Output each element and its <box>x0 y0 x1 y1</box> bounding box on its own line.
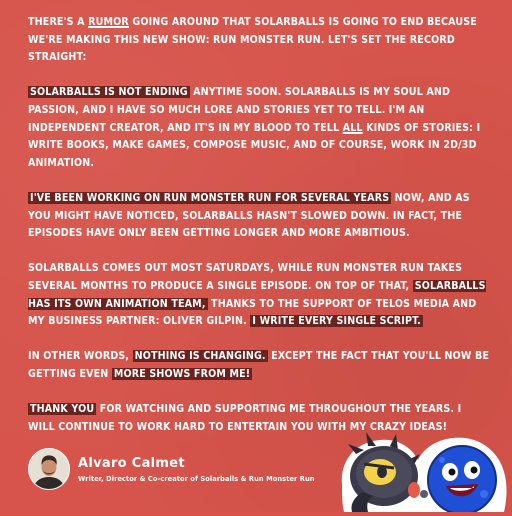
mascot-characters <box>334 424 512 512</box>
blue-ball-character-icon <box>428 446 496 512</box>
highlighted-text: THANK YOU <box>30 403 95 416</box>
paragraph: THANK YOU FOR WATCHING AND SUPPORTING ME THROUGHOUT THE YEARS. I WILL CONTINUE TO WORK HARD TO ENTERTAIN YOU WITH MY CRAZY IDEAS! <box>28 403 462 433</box>
highlighted-text: MORE SHOWS FROM ME! <box>113 367 251 380</box>
underlined-text: ALL <box>342 121 363 134</box>
author-role: Writer, Director & Co-creator of Solarballs & Run Monster Run <box>78 475 315 483</box>
author-signature <box>28 448 348 492</box>
highlighted-text: NOTHING IS CHANGING. <box>134 350 266 363</box>
paragraph: THERE'S A RUMOR GOING AROUND THAT SOLARBALLS IS GOING TO END BECAUSE WE'RE MAKING THIS NEW SHOW: RUN MONSTER RUN. LET'S SET THE RECORD STRAIGHT: <box>28 16 477 64</box>
highlighted-text: I WRITE EVERY SINGLE SCRIPT. <box>252 315 421 328</box>
highlighted-text: SOLARBALLS HAS ITS OWN ANIMATION TEAM, <box>28 279 486 310</box>
statement-text <box>28 14 490 454</box>
paragraph: I'VE BEEN WORKING ON RUN MONSTER RUN FOR SEVERAL YEARS NOW, AND AS YOU MIGHT HAVE NOTICED, SOLARBALLS HASN'T SLOWED DOWN. IN FACT, THE EPISODES HAVE ONLY BEEN GETTING LONGER AND MORE AMBITIOUS. <box>28 191 470 240</box>
paragraph: SOLARBALLS COMES OUT MOST SATURDAYS, WHILE RUN MONSTER RUN TAKES SEVERAL MONTHS TO PRODUCE A SINGLE EPISODE. ON TOP OF THAT, SOLARBALLS HAS ITS OWN ANIMATION TEAM, THANKS TO THE SUPPORT OF TELOS MEDIA AND MY BUSINESS PARTNER: OLIVER GILPIN. I WRITE EVERY SINGLE SCRIPT. <box>28 262 486 328</box>
author-name: Alvaro Calmet <box>78 456 185 471</box>
paragraph: SOLARBALLS IS NOT ENDING ANYTIME SOON. SOLARBALLS IS MY SOUL AND PASSION, AND I HAVE SO MUCH LORE AND STORIES YET TO TELL. I'M AN INDEPENDENT CREATOR, AND IT'S IN MY BLOOD TO TELL ALL KINDS OF STORIES: I WRITE BOOKS, MAKE GAMES, COMPOSE MUSIC, AND OF COURSE, WORK IN 2D/3D ANIMATION. <box>28 86 481 169</box>
highlighted-text: I'VE BEEN WORKING ON RUN MONSTER RUN FOR SEVERAL YEARS <box>30 191 390 204</box>
underlined-text: RUMOR <box>88 16 129 28</box>
paragraph: IN OTHER WORDS, NOTHING IS CHANGING. EXCEPT THE FACT THAT YOU'LL NOW BE GETTING EVEN MORE SHOWS FROM ME! <box>28 350 490 380</box>
person-portrait-icon <box>28 448 70 490</box>
highlighted-text: SOLARBALLS IS NOT ENDING <box>30 86 188 99</box>
